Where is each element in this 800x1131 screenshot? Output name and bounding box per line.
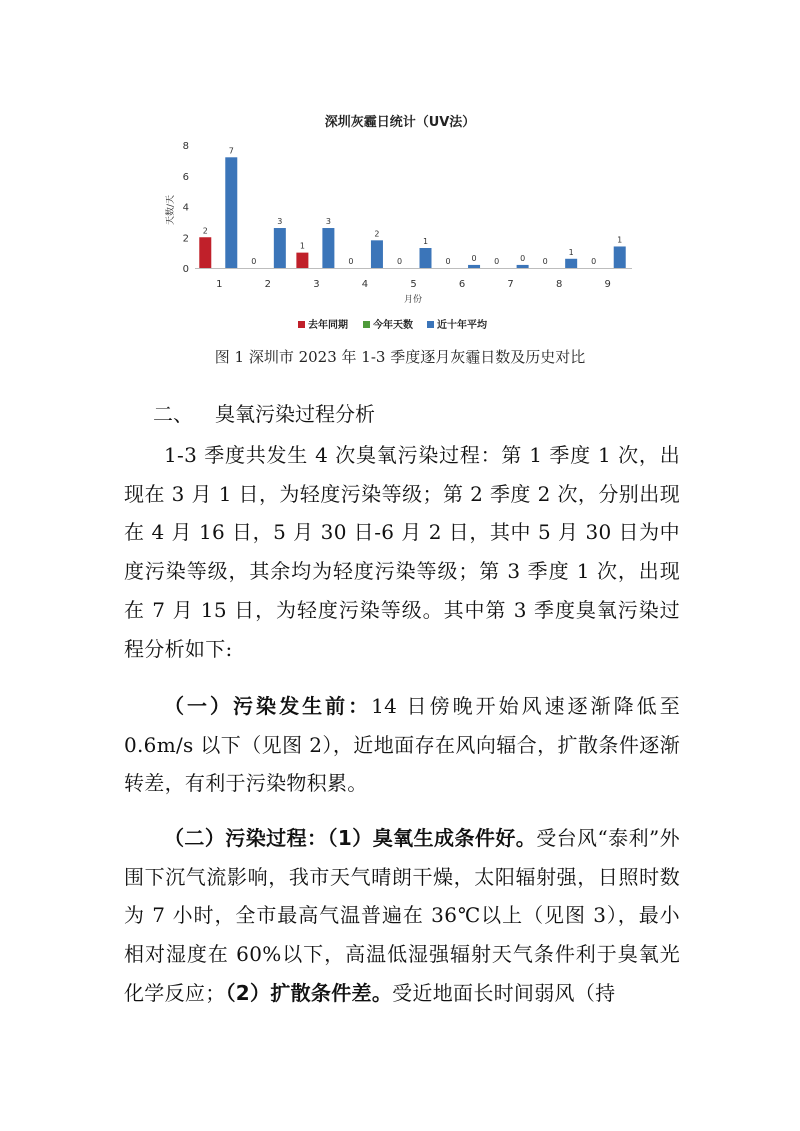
bar-3 bbox=[517, 265, 529, 268]
paragraph-label-2: （2）扩散条件差。 bbox=[225, 980, 393, 1005]
paragraph-label: （一）污染发生前： bbox=[164, 694, 372, 718]
paragraph-before-pollution bbox=[124, 687, 680, 803]
legend-label: 近十年平均 bbox=[437, 320, 487, 331]
bar-3 bbox=[322, 228, 334, 268]
data-label: 0 bbox=[445, 257, 451, 266]
data-label: 0 bbox=[251, 257, 257, 266]
legend-swatch bbox=[298, 321, 305, 328]
data-label: 0 bbox=[542, 257, 548, 266]
bar-3 bbox=[468, 265, 480, 268]
data-label: 1 bbox=[568, 247, 574, 257]
data-label: 1 bbox=[422, 237, 429, 247]
section-number: 二、 bbox=[153, 402, 193, 426]
data-label: 1 bbox=[299, 241, 305, 251]
x-tick-label: 8 bbox=[555, 279, 563, 290]
legend-label: 去年同期 bbox=[308, 320, 348, 331]
y-tick-label: 6 bbox=[182, 171, 189, 183]
y-tick-label: 2 bbox=[182, 233, 189, 245]
bar-3 bbox=[565, 259, 577, 268]
bar-1 bbox=[199, 237, 211, 268]
data-label: 1 bbox=[617, 235, 623, 245]
section-heading bbox=[153, 398, 375, 427]
x-tick-label: 4 bbox=[361, 279, 369, 290]
data-label: 0 bbox=[520, 253, 526, 263]
paragraph-overview: 1-3 季度共发生 4 次臭氧污染过程：第 1 季度 1 次，出现在 3 月 1 日，为轻度污染等级；第 2 季度 2 次，分别出现在 4 月 16 日，5 月 30 日-6 月 2 日，其中 5 月 30 日为中度污染等级，其余均为轻度污染等级；第 3 季度 1 次，出现在 7 月 15 日，为轻度污染等级。其中第 3 季度臭氧污染过程分析如下: bbox=[124, 443, 680, 661]
x-tick-label: 6 bbox=[458, 279, 466, 290]
data-label: 0 bbox=[471, 253, 477, 263]
bar-3 bbox=[614, 246, 626, 268]
data-label: 0 bbox=[348, 257, 354, 266]
y-tick-label: 8 bbox=[182, 141, 189, 152]
data-label: 0 bbox=[396, 257, 403, 266]
legend-swatch bbox=[363, 321, 370, 328]
bar-1 bbox=[296, 253, 308, 268]
x-tick-label: 9 bbox=[604, 279, 611, 290]
x-tick-label: 5 bbox=[410, 279, 417, 290]
figure-caption: 图 1 深圳市 2023 年 1-3 季度逐月灰霾日数及历史对比 bbox=[214, 348, 586, 366]
data-label: 0 bbox=[494, 257, 500, 266]
y-axis-label: 天数/天 bbox=[166, 194, 176, 226]
x-axis-label: 月份 bbox=[403, 295, 423, 305]
bar-3 bbox=[274, 228, 286, 268]
data-label: 2 bbox=[202, 226, 208, 236]
section-title: 臭氧污染过程分析 bbox=[215, 402, 375, 426]
y-tick-label: 0 bbox=[182, 264, 189, 275]
paragraph-text: 受台风“泰利”外围下沉气流影响，我市天气晴朗干燥，太阳辐射强，日照时数为 7 小时，全市最高气温普遍在 36℃以上（见图 3），最小相对湿度在 60%以下，高温低湿强辐射天气条件利于臭氧光化学反应； bbox=[124, 826, 680, 1005]
data-label: 3 bbox=[325, 217, 331, 227]
legend-label: 今年天数 bbox=[373, 320, 413, 331]
x-tick-label: 7 bbox=[507, 279, 514, 290]
y-tick-label: 4 bbox=[182, 202, 189, 214]
data-label: 7 bbox=[228, 146, 234, 156]
x-tick-label: 1 bbox=[216, 279, 223, 290]
data-label: 2 bbox=[374, 229, 380, 239]
data-label: 0 bbox=[591, 257, 597, 266]
bar-3 bbox=[420, 248, 432, 268]
paragraph-pollution-process bbox=[124, 819, 680, 1013]
chart-title: 深圳灰霾日统计（UV法） bbox=[324, 115, 476, 130]
x-tick-label: 2 bbox=[264, 279, 272, 290]
paragraph-label: （二）污染过程：（1）臭氧生成条件好。 bbox=[164, 826, 537, 850]
data-label: 3 bbox=[277, 217, 283, 227]
haze-days-bar-chart bbox=[0, 0, 800, 340]
bar-3 bbox=[371, 240, 383, 268]
paragraph-text-2: 受近地面长时间弱风（持 bbox=[392, 980, 616, 1005]
x-tick-label: 3 bbox=[313, 279, 320, 290]
bar-3 bbox=[225, 157, 237, 268]
paragraph-text: 14 日傍晚开始风速逐渐降低至 0.6m/s 以下（见图 2），近地面存在风向辐合，扩散条件逐渐转差，有利于污染物积累。 bbox=[124, 694, 680, 796]
legend-swatch bbox=[427, 321, 434, 328]
